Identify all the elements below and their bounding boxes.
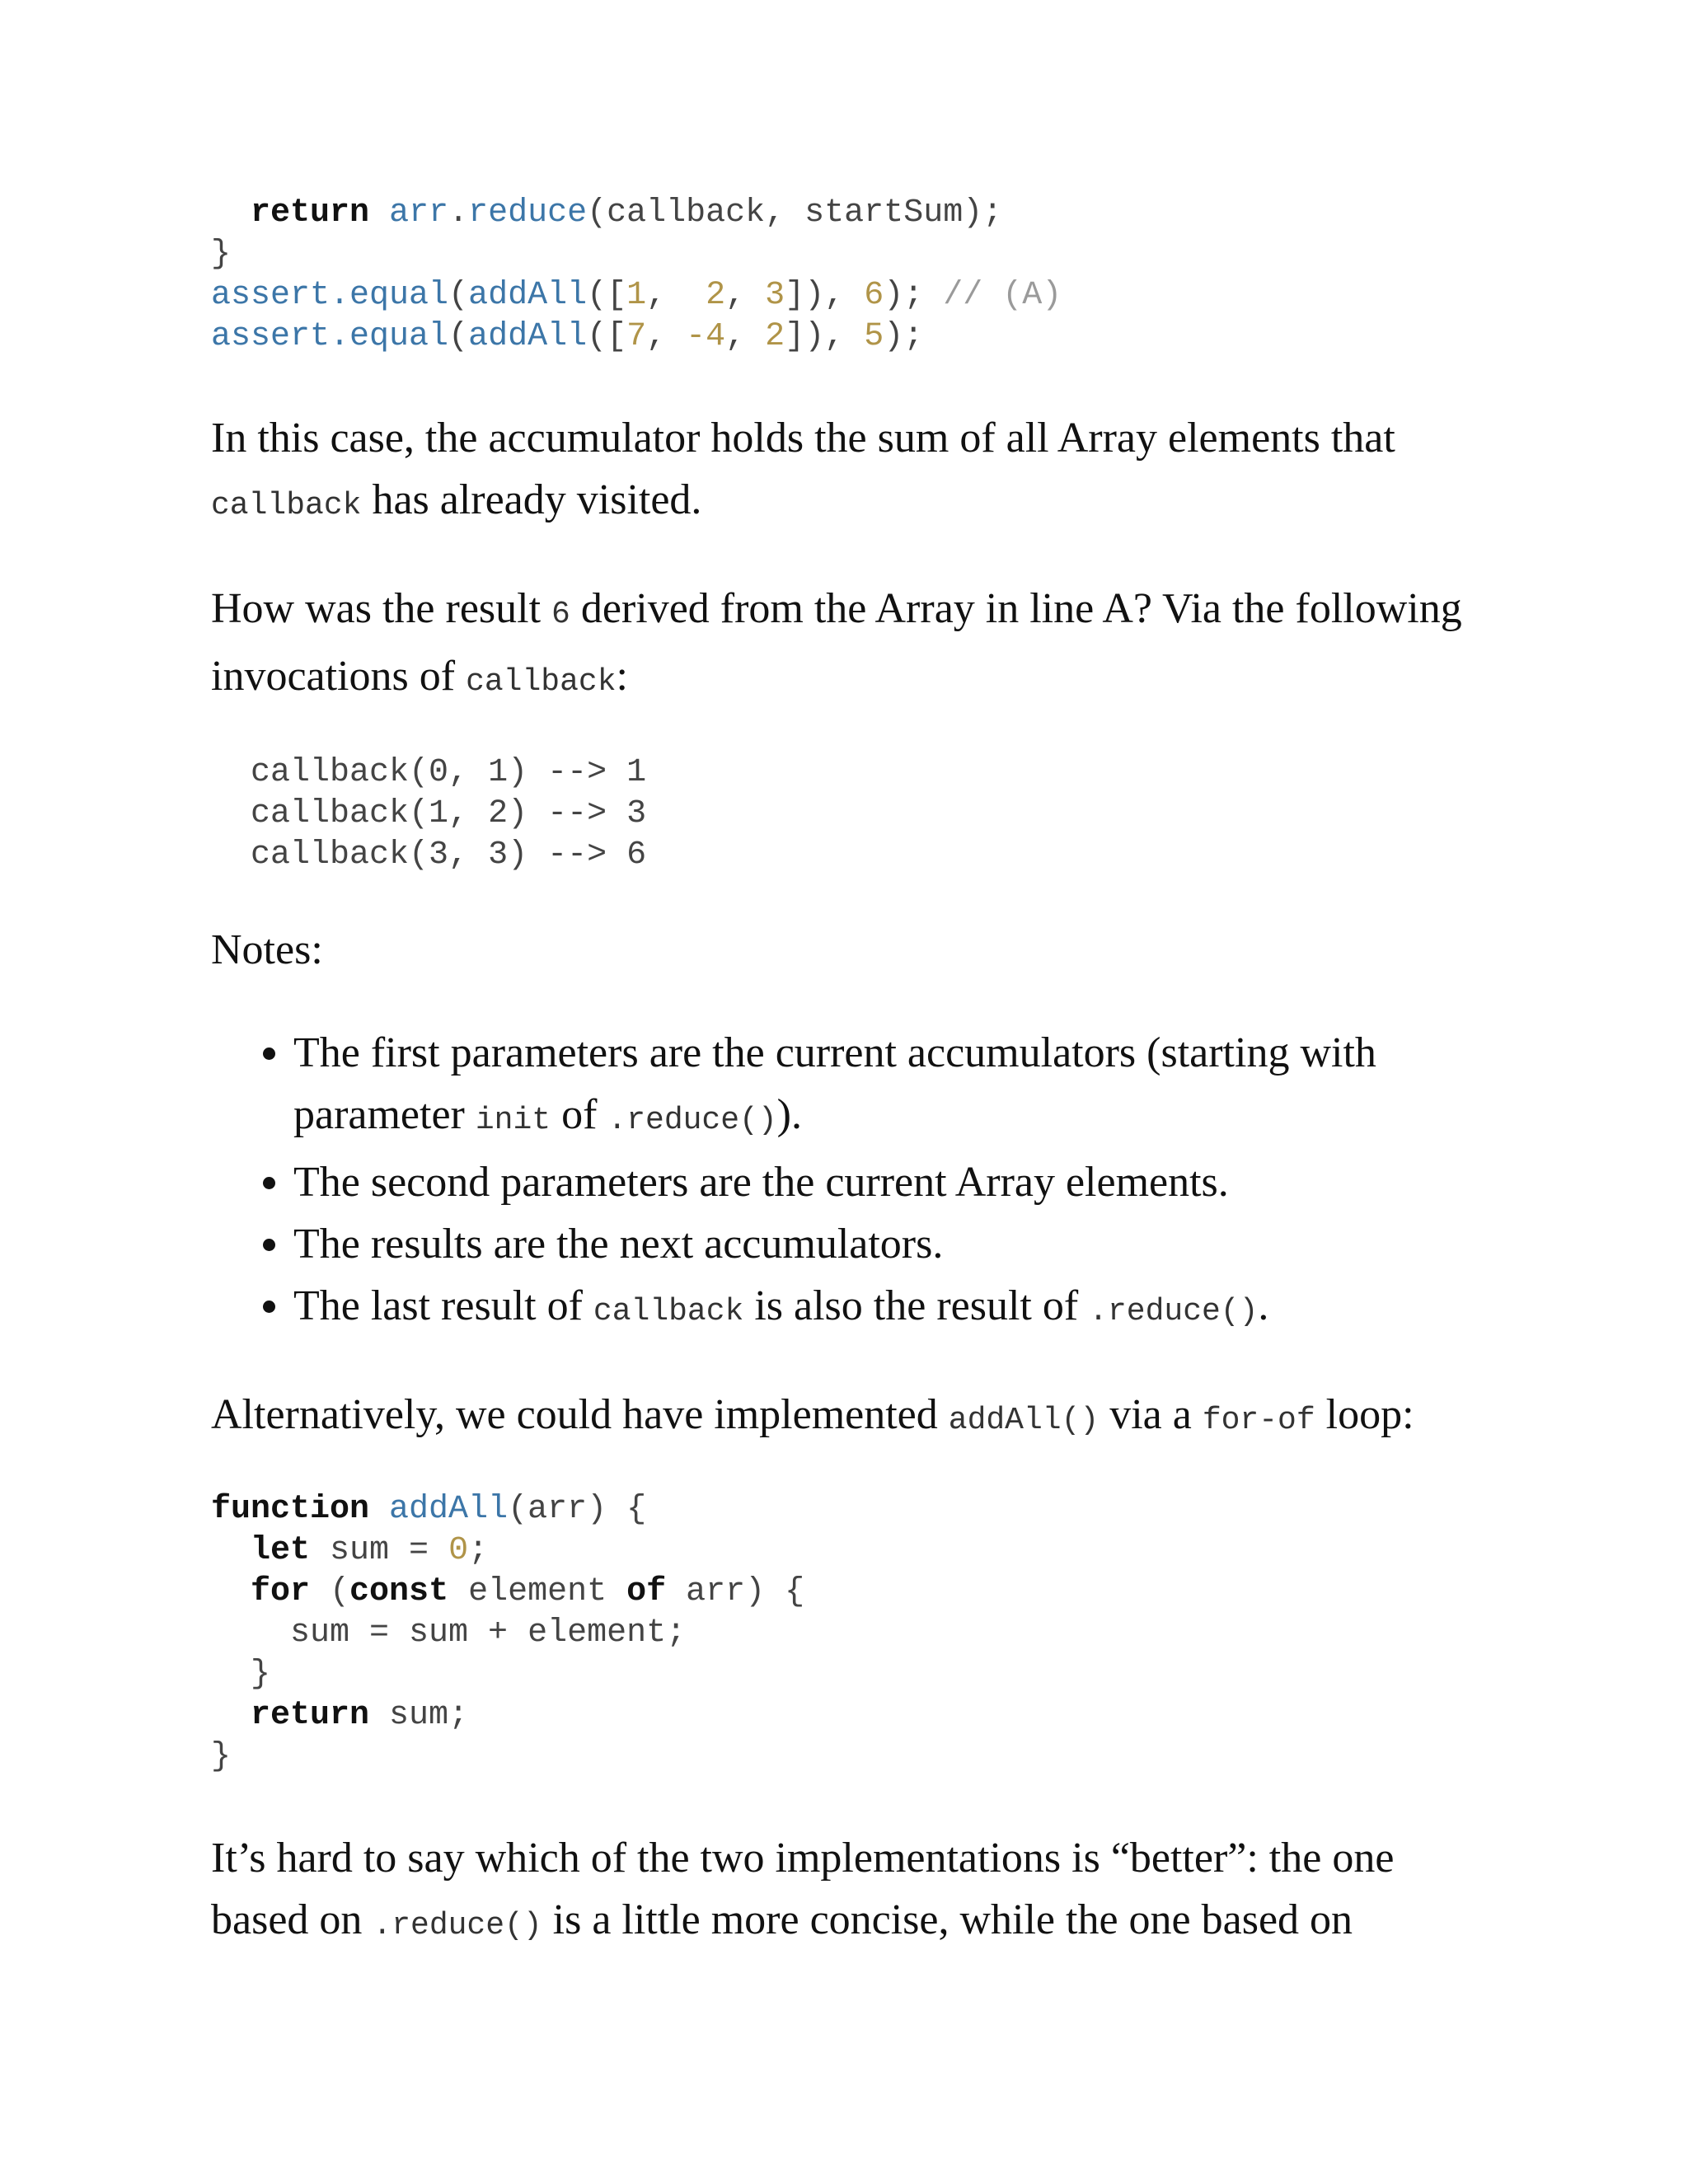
code-line — [211, 318, 923, 355]
code-number: -4 — [686, 318, 726, 355]
code-keyword: for — [251, 1573, 311, 1610]
code-punct: ( — [448, 277, 469, 314]
list-item-text: The last result of — [293, 1282, 593, 1329]
code-line — [211, 837, 646, 874]
code-number: 6 — [864, 277, 884, 314]
code-number: 1 — [626, 277, 647, 314]
code-punct: . — [448, 194, 469, 232]
paragraph-text: In this case, the accumulator holds the sum of all Array elements that — [211, 415, 1395, 462]
code-keyword: let — [251, 1532, 311, 1569]
code-punct: , — [725, 318, 766, 355]
inline-code: .reduce() — [1089, 1294, 1259, 1329]
code-number: 5 — [864, 318, 884, 355]
document-content — [211, 193, 1497, 1957]
code-block-reduce — [211, 193, 1497, 358]
notes-list — [211, 1022, 1497, 1343]
paragraph-comparison — [211, 1827, 1497, 1957]
paragraph-text: How was the result — [211, 585, 552, 632]
code-method: reduce — [468, 194, 588, 232]
paragraph-alternative — [211, 1384, 1497, 1451]
code-rest: arr) { — [666, 1573, 805, 1610]
code-line: } — [211, 1656, 271, 1693]
inline-code: init — [475, 1103, 551, 1138]
paragraph-text: is a little more concise, while the one based on — [542, 1896, 1353, 1943]
code-function: addAll — [468, 318, 588, 355]
code-number: 2 — [765, 318, 785, 355]
paragraph-text: via a — [1099, 1391, 1203, 1438]
code-line — [211, 1573, 804, 1610]
list-item-text: . — [1258, 1282, 1269, 1329]
code-comment: // (A) — [943, 277, 1062, 314]
code-number: 0 — [448, 1532, 469, 1569]
code-identifier: arr — [389, 194, 449, 232]
code-indent — [211, 1697, 251, 1734]
code-block-for-of — [211, 1489, 1497, 1778]
code-punct: ( — [310, 1573, 350, 1610]
code-line — [211, 277, 1062, 314]
list-item — [293, 1022, 1497, 1151]
code-keyword: return — [251, 1697, 370, 1734]
inline-code: for-of — [1202, 1403, 1315, 1438]
code-line — [211, 1491, 646, 1528]
code-keyword: function — [211, 1491, 370, 1528]
inline-code: addAll() — [948, 1403, 1100, 1438]
code-text: callback(0, 1) --> 1 — [251, 754, 647, 791]
code-punct: ; — [468, 1532, 489, 1569]
code-number: 3 — [765, 277, 785, 314]
code-number: 2 — [706, 277, 726, 314]
code-keyword: of — [626, 1573, 667, 1610]
inline-code: callback — [466, 664, 617, 700]
list-item-text: ). — [776, 1091, 802, 1138]
paragraph-text: It’s hard to say which of the two implementations is “better”: the one based on — [211, 1835, 1395, 1943]
paragraph-accumulator — [211, 407, 1497, 537]
paragraph-text: derived from the Array in line A? Via the following invocations of — [211, 585, 1462, 700]
code-block-invocations — [211, 752, 1497, 876]
paragraph-text: : — [616, 653, 628, 700]
code-function: addAll — [389, 1491, 509, 1528]
inline-code: .reduce() — [607, 1103, 777, 1138]
paragraph-text: loop: — [1315, 1391, 1414, 1438]
code-punct: ); — [884, 277, 944, 314]
paragraph-text: Alternatively, we could have implemented — [211, 1391, 949, 1438]
code-rest: element — [448, 1573, 627, 1610]
list-item: • The second parameters are the current Array elements. — [293, 1151, 1497, 1213]
code-line — [211, 795, 646, 832]
code-punct: ); — [884, 318, 924, 355]
code-rest: (arr) { — [508, 1491, 647, 1528]
list-item — [293, 1275, 1497, 1343]
code-punct: ]), — [785, 277, 865, 314]
code-punct: , — [646, 318, 687, 355]
code-line: } — [211, 1738, 232, 1775]
list-item: • The results are the next accumulators. — [293, 1213, 1497, 1275]
list-item-text: of — [551, 1091, 608, 1138]
code-indent — [211, 1532, 251, 1569]
code-text: callback(3, 3) --> 6 — [251, 837, 647, 874]
code-punct: ([ — [587, 318, 627, 355]
code-line: sum = sum + element; — [211, 1615, 687, 1652]
code-punct: ([ — [587, 277, 627, 314]
code-function: addAll — [468, 277, 588, 314]
code-line — [211, 194, 1002, 232]
code-punct: , — [646, 277, 706, 314]
code-line — [211, 1697, 468, 1734]
paragraph-text: has already visited. — [361, 476, 702, 523]
inline-code: 6 — [551, 597, 570, 632]
code-keyword: const — [349, 1573, 449, 1610]
code-punct: ( — [448, 318, 469, 355]
code-text: callback(1, 2) --> 3 — [251, 795, 647, 832]
code-space — [369, 1491, 389, 1528]
inline-code: .reduce() — [373, 1908, 542, 1943]
code-rest: (callback, startSum); — [587, 194, 1003, 232]
code-keyword: return — [251, 194, 370, 232]
list-item-text: The first parameters are the current accumulators (starting with parameter — [293, 1029, 1376, 1138]
code-rest: sum; — [369, 1697, 469, 1734]
inline-code: callback — [211, 488, 362, 523]
code-indent — [211, 1573, 251, 1610]
inline-code: callback — [593, 1294, 744, 1329]
code-number: 7 — [626, 318, 647, 355]
code-function: assert.equal — [211, 318, 449, 355]
code-line — [211, 1532, 488, 1569]
code-punct: , — [725, 277, 766, 314]
list-item-text: is also the result of — [743, 1282, 1090, 1329]
notes-label: Notes: — [211, 926, 323, 973]
code-rest: sum = — [310, 1532, 449, 1569]
code-line: } — [211, 236, 232, 273]
paragraph-derivation — [211, 578, 1497, 713]
code-punct: ]), — [785, 318, 865, 355]
code-line — [211, 754, 646, 791]
code-function: assert.equal — [211, 277, 449, 314]
